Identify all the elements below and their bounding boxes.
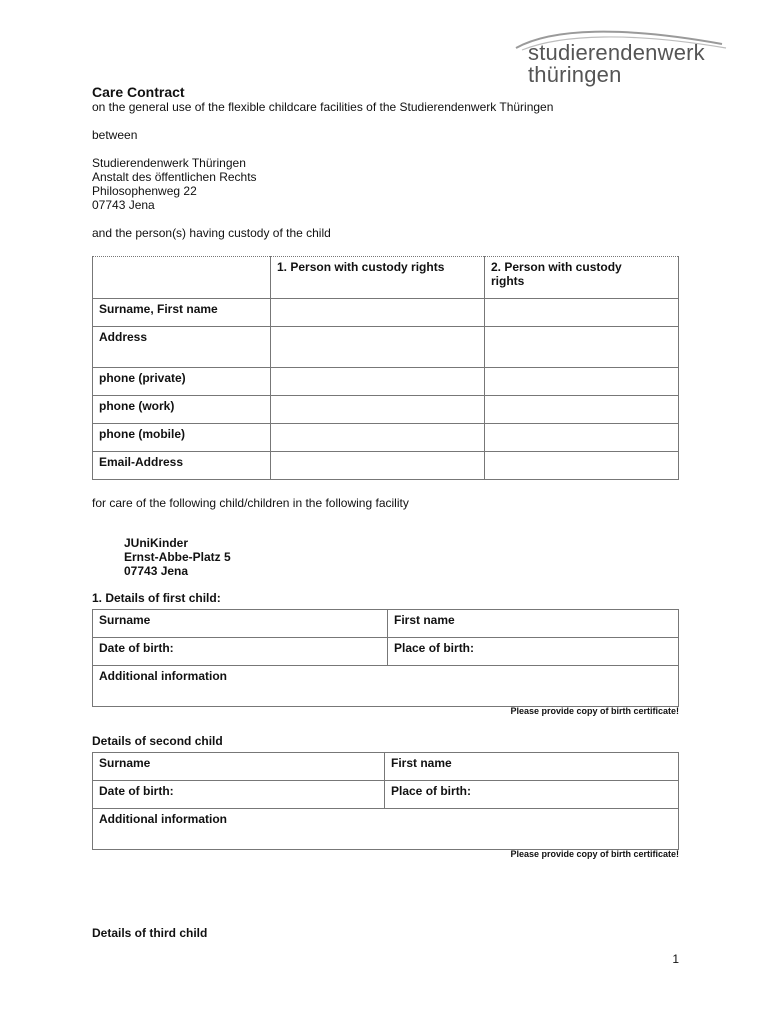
custody-person2-phone-work-field[interactable] — [485, 396, 679, 424]
custody-row-label: Email-Address — [93, 452, 271, 480]
provider-name: Studierendenwerk Thüringen — [92, 156, 246, 170]
child1-birth-certificate-note: Please provide copy of birth certificate! — [510, 706, 679, 716]
child1-additional-label: Additional information — [99, 669, 227, 683]
child2-pob-label: Place of birth: — [391, 784, 472, 798]
child1-table — [92, 609, 679, 707]
care-intro: for care of the following child/children in the following facility — [92, 496, 409, 510]
custody-intro: and the person(s) having custody of the child — [92, 226, 331, 240]
child1-first-name-label: First name — [394, 613, 455, 627]
custody-col2-header-line1: 2. Person with custody — [491, 260, 622, 274]
custody-person2-phone-mobile-field[interactable] — [485, 424, 679, 452]
custody-person1-email-field[interactable] — [271, 452, 485, 480]
contract-subtitle: on the general use of the flexible childcare facilities of the Studierendenwerk Thüringen — [92, 100, 554, 114]
between-label: between — [92, 128, 138, 142]
child3-heading: Details of third child — [92, 926, 208, 940]
child2-first-name-label: First name — [391, 756, 452, 770]
provider-city: 07743 Jena — [92, 198, 155, 212]
facility-name: JUniKinder — [124, 536, 189, 550]
child2-pob-field[interactable] — [385, 781, 679, 809]
custody-col2-header — [485, 257, 679, 299]
custody-header-empty — [93, 257, 271, 299]
facility-city: 07743 Jena — [124, 564, 189, 578]
child2-surname-label: Surname — [99, 756, 151, 770]
child1-heading: 1. Details of first child: — [92, 591, 221, 605]
child2-first-name-field[interactable] — [385, 753, 679, 781]
child2-surname-field[interactable] — [93, 753, 385, 781]
child2-additional-label: Additional information — [99, 812, 227, 826]
page-title: Care Contract — [92, 84, 185, 100]
logo-line2: thüringen — [528, 62, 622, 87]
custody-row-label: Surname, First name — [93, 299, 271, 327]
custody-row-label: Address — [93, 327, 271, 368]
facility-street: Ernst-Abbe-Platz 5 — [124, 550, 231, 564]
custody-row-label: phone (mobile) — [93, 424, 271, 452]
child1-dob-label: Date of birth: — [99, 641, 174, 655]
custody-person2-address-field[interactable] — [485, 327, 679, 368]
child2-additional-field[interactable] — [93, 809, 679, 850]
custody-table — [92, 256, 679, 480]
child2-dob-label: Date of birth: — [99, 784, 174, 798]
child1-pob-field[interactable] — [388, 638, 679, 666]
custody-col1-header: 1. Person with custody rights — [271, 257, 485, 299]
child1-surname-field[interactable] — [93, 610, 388, 638]
child1-first-name-field[interactable] — [388, 610, 679, 638]
custody-person1-name-field[interactable] — [271, 299, 485, 327]
custody-row-label: phone (work) — [93, 396, 271, 424]
custody-person2-email-field[interactable] — [485, 452, 679, 480]
child1-pob-label: Place of birth: — [394, 641, 475, 655]
custody-person1-address-field[interactable] — [271, 327, 485, 368]
custody-person2-name-field[interactable] — [485, 299, 679, 327]
child2-birth-certificate-note: Please provide copy of birth certificate! — [510, 849, 679, 859]
provider-street: Philosophenweg 22 — [92, 184, 197, 198]
custody-row-label: phone (private) — [93, 368, 271, 396]
custody-person2-phone-private-field[interactable] — [485, 368, 679, 396]
custody-col2-header-line2: rights — [491, 274, 525, 288]
page-number: 1 — [672, 952, 679, 966]
custody-person1-phone-mobile-field[interactable] — [271, 424, 485, 452]
child1-additional-field[interactable] — [93, 666, 679, 707]
child2-dob-field[interactable] — [93, 781, 385, 809]
child1-surname-label: Surname — [99, 613, 151, 627]
child2-table — [92, 752, 679, 850]
studierendenwerk-logo — [512, 26, 737, 90]
child1-dob-field[interactable] — [93, 638, 388, 666]
custody-person1-phone-work-field[interactable] — [271, 396, 485, 424]
logo-line1: studierendenwerk — [528, 40, 705, 65]
custody-person1-phone-private-field[interactable] — [271, 368, 485, 396]
provider-type: Anstalt des öffentlichen Rechts — [92, 170, 257, 184]
child2-heading: Details of second child — [92, 734, 223, 748]
